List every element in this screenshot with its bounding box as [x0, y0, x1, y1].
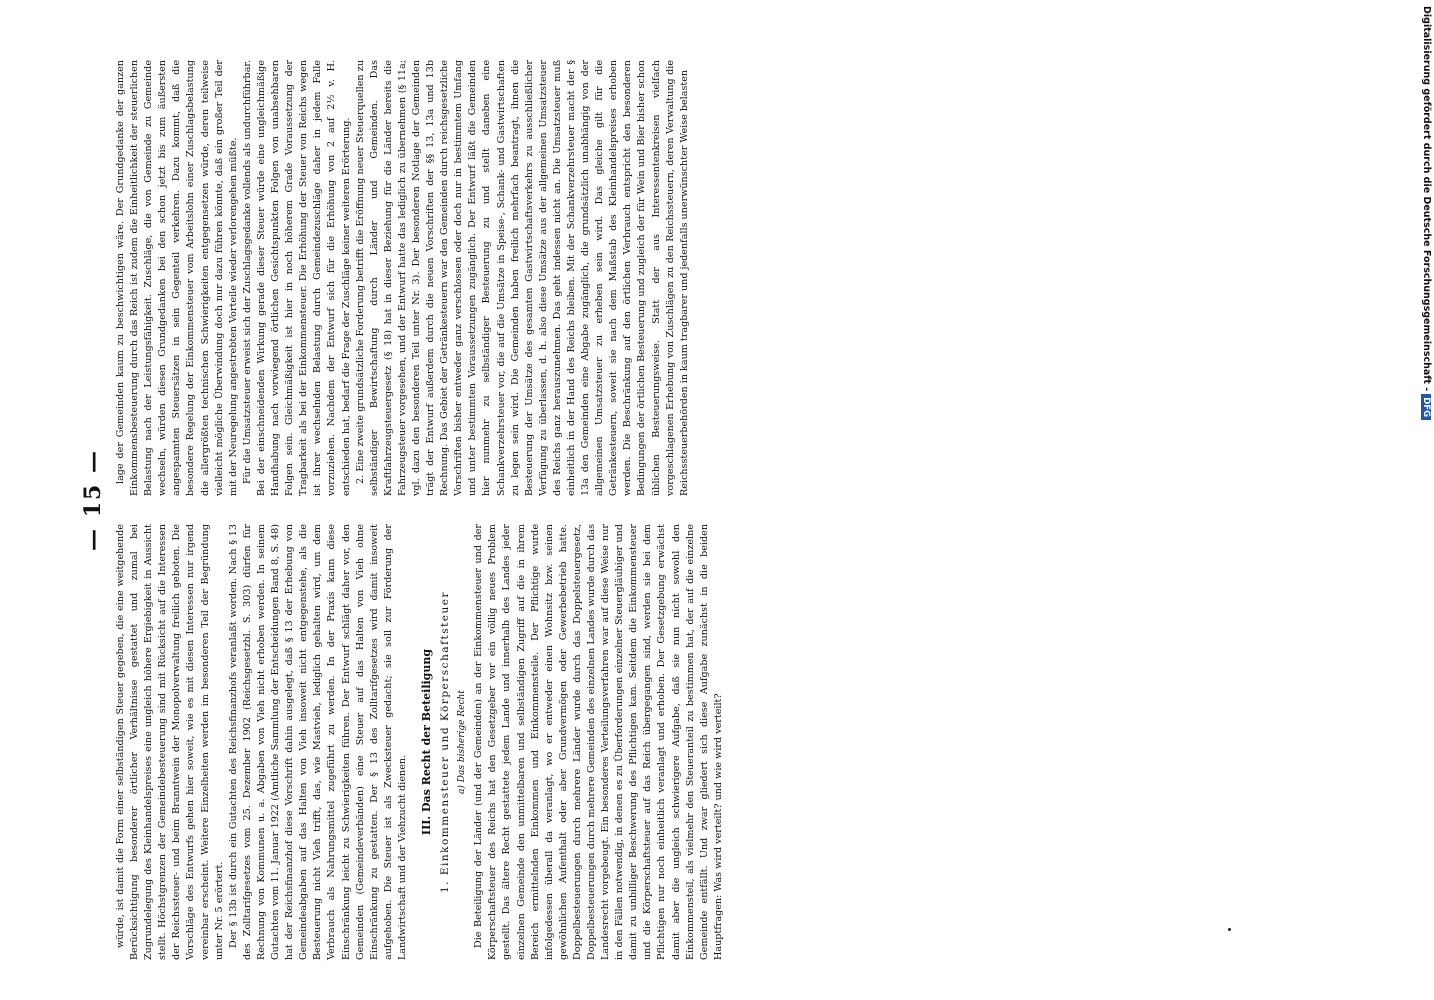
paragraph: Für die Umsatzsteuer erweist sich der Zuschlagsgedanke vollends als undurchführbar. Bei der einschneidenden Wirkung gerade dieser Steuer würde eine ungleichmäßige Handhabung nach vorwiegend örtlichen Gesichtspunkten Folgen von unabsehbaren Folgen sein. Gleichmäßigkeit ist hier in noch höherem Grade Voraussetzung der Tragbarkeit als bei der Einkommensteuer. Die Erhöhung der Steuer von Reichs wegen ist ihrer wechselnden Belastung durch Gemeindezuschläge daher in jedem Falle vorzuziehen. Nachdem der Entwurf sich für die Erhöhung von 2 auf 2½ v. H. entschieden hat, bedarf die Frage der Zuschläge keiner weiteren Erörterung.	[241, 60, 352, 496]
section-heading: III. Das Recht der Beteiligung	[419, 648, 433, 836]
subsub-heading: a) Das bisherige Recht	[457, 690, 468, 794]
rotated-printed-page	[80, 40, 1320, 960]
paragraph: Die Beteiligung der Länder (und der Gemeinden) an der Einkommensteuer und der Körperschaftsteuer des Reichs hat den Gesetzgeber vor ein völlig neues Problem gestellt. Das ältere Recht gestattete jedem Lande und innerhalb des Landes jeder einzelnen Gemeinde den unmittelbaren und selbständigen Zugriff auf die in ihrem Bereich ermittelnden Einkommen und Einkommensteile. Der Pflichtige wurde infolgedessen überall da veranlagt, wo er entweder einen Wohnsitz bzw. seinen gewöhnlichen Aufenthalt oder aber Grundvermögen oder Gewerbebetrieb hatte. Doppelbesteuerungen durch mehrere Länder wurde durch das Doppelsteuergesetz, Doppelbesteuerungen durch mehrere Gemeinden des einzelnen Landes wurde durch das Landesrecht vorgebeugt. Ein besonderes Verteilungsverfahren war auf diese Weise nur in den Fällen notwendig, in denen es zu Überforderungen einzelner Steuergläubiger und damit zu unbilliger Beschwerung des Pflichtigen kam. Seitdem die Einkommensteuer und die Körperschaftsteuer auf das Reich übergegangen sind, werden sie bei dem Pflichtigen nur noch einheitlich veranlagt und erhoben. Der Gesetzgebung erwächst damit aber die ungleich schwierigere Aufgabe, daß sie nun nicht sowohl den Einkommensteil, als vielmehr den Steueranteil zu bestimmen hat, der auf die einzelne Gemeinde entfällt. Und zwar gliedert sich diese Aufgabe zunächst in die beiden Hauptfragen: Was wird verteilt? und wie wird verteilt?	[473, 524, 724, 960]
paragraph: Der § 13b ist durch ein Gutachten des Reichsfinanzhofs veranlaßt worden. Nach § 13 des Zolltarifgesetzes vom 25. Dezember 1902 (Reichsgesetzbl. S. 303) dürfen für Rechnung von Kommunen u. a. Abgaben von Vieh nicht erhoben werden. In seinem Gutachten vom 11. Januar 1922 (Amtliche Sammlung der Entscheidungen Band 8, S. 48) hat der Reichsfinanzhof diese Vorschrift dahin ausgelegt, daß § 13 der Erhebung von Gemeindeabgaben auf das Halten von Vieh insoweit nicht entgegenstehe, als die Besteuerung nicht Vieh trifft, das, wie Mastvieh, lediglich gehalten wird, um dem Verbrauch als Nahrungsmittel zugeführt zu werden. In der Praxis kann diese Einschränkung leicht zu Schwierigkeiten führen. Der Entwurf schlägt daher vor, den Gemeinden (Gemeindeverbänden) eine Steuer auf das Halten von Vieh ohne Einschränkung zu gestatten. Der § 13 des Zolltarifgesetzes wird damit insoweit aufgehoben. Die Steuer ist als Zwecksteuer gedacht; sie soll zur Förderung der Landwirtschaft und der Viehzucht dienen.	[227, 524, 408, 960]
paragraph: würde, ist damit die Form einer selbständigen Steuer gegeben, die eine weitgehende Berücksichtigung besonderer örtlicher Verhältnisse gestattet und zumal bei Zugrundelegung des Kleinhandelspreises eine ungleich höhere Ergiebigkeit in Aussicht stellt. Höchstgrenzen der Gemeindebesteuerung sind mit Rücksicht auf die Interessen der Reichssteuer- und beim Branntwein der Monopolverwaltung freilich geboten. Die Vorschläge des Entwurfs gehen hier soweit, wie es mit diesen Interessen nur irgend vereinbar erscheint. Weitere Einzelheiten werden im besonderen Teil der Begründung unter Nr. 5 erörtert.	[115, 524, 225, 960]
right-text-column	[114, 60, 692, 496]
paragraph: lage der Gemeinden kaum zu beschwichtigen wäre. Der Grundgedanke der ganzen Einkommensbesteuerung durch das Reich ist zudem die Einheitlichkeit der steuerlichen Belastung nach der Leistungsfähigkeit. Zuschläge, die von Gemeinde zu Gemeinde wechseln, würden diesen Grundgedanken bei den schon jetzt bis zum äußersten angespannten Steuersätzen in sein Gegenteil verkehren. Dazu kommt, daß die besondere Regelung der Einkommensteuer vom Arbeitslohn einer Zuschlagsbelastung die allergrößten technischen Schwierigkeiten entgegensetzen würde, deren teilweise vielleicht mögliche Überwindung doch nur dazu führen könnte, daß ein großer Teil der mit der Neuregelung angestrebten Vorteile wieder verlorengehen müßte.	[115, 60, 239, 496]
page-number: — 15 —	[80, 449, 106, 551]
ink-dot	[1228, 928, 1231, 931]
dfg-note-text-wrapper	[1421, 6, 1432, 420]
paragraph: 2. Eine zweite grundsätzliche Forderung betrifft die Eröffnung neuer Steuerquellen zu selbständiger Bewirtschaftung durch Länder und Gemeinden. Das Kraftfahrzeugsteuergesetz (§ 18) hat in dieser Beziehung für die Länder bereits die Fahrzeugsteuer vorgesehen, und der Entwurf hatte das lediglich zu übernehmen (§ 11a; vgl. dazu den besonderen Teil unter Nr. 3). Der besonderen Notlage der Gemeinden trägt der Entwurf außerdem durch die neuen Vorschriften der §§ 13, 13a und 13b Rechnung. Das Gebiet der Getränkesteuern war den Gemeinden durch reichsgesetzliche Vorschriften bisher entweder ganz verschlossen oder doch nur in bestimmtem Umfang und unter bestimmten Voraussetzungen zugänglich. Der Entwurf läßt die Gemeinden hier nunmehr zu selbständiger Besteuerung zu und stellt daneben eine Schankverzehrsteuer vor, die auf die Umsätze in Speise-, Schank- und Gastwirtschaften zu legen sein wird. Die Gemeinden haben freilich mehrfach beantragt, ihnen die Besteuerung der Umsätze des gesamten Gastwirtschaftsverkehrs zu ausschließlicher Verfügung zu überlassen, d. h. also diese Umsätze aus der allgemeinen Umsatzsteuer des Reichs ganz herauszunehmen. Das geht indessen nicht an. Die Umsatzsteuer muß einheitlich in der Hand des Reichs bleiben. Mit der Schankverzehrsteuer macht der § 13a den Gemeinden eine Abgabe zugänglich, die grundsätzlich unabhängig von der allgemeinen Umsatzsteuer zu erheben sein wird. Das gleiche gilt für die Getränkesteuern, soweit sie nach dem Maßstab des Kleinhandelspreises erhoben werden. Die Beschränkung auf den örtlichen Verbrauch entspricht den besonderen Bedingungen der örtlichen Besteuerung und zugleich der für Wein und Bier bisher schon üblichen Besteuerungsweise. Statt der aus Interessentenkreisen vielfach vorgeschlagenen Erhebung von Zuschlägen zu den Reichssteuern, deren Verwaltung die Reichssteuerbehörden in kaum tragbarer und jedenfalls unerwünschter Weise belasten	[354, 60, 690, 496]
left-text-column	[114, 524, 726, 960]
dfg-note-text: Digitalisierung gefördert durch die Deutsche Forschungsgemeinschaft -	[1421, 6, 1432, 392]
dfg-logo-badge: DFG	[1421, 394, 1431, 420]
sub-heading: 1. Einkommensteuer und Körperschaftsteuer	[439, 590, 452, 894]
dfg-funding-note	[1414, 6, 1432, 418]
